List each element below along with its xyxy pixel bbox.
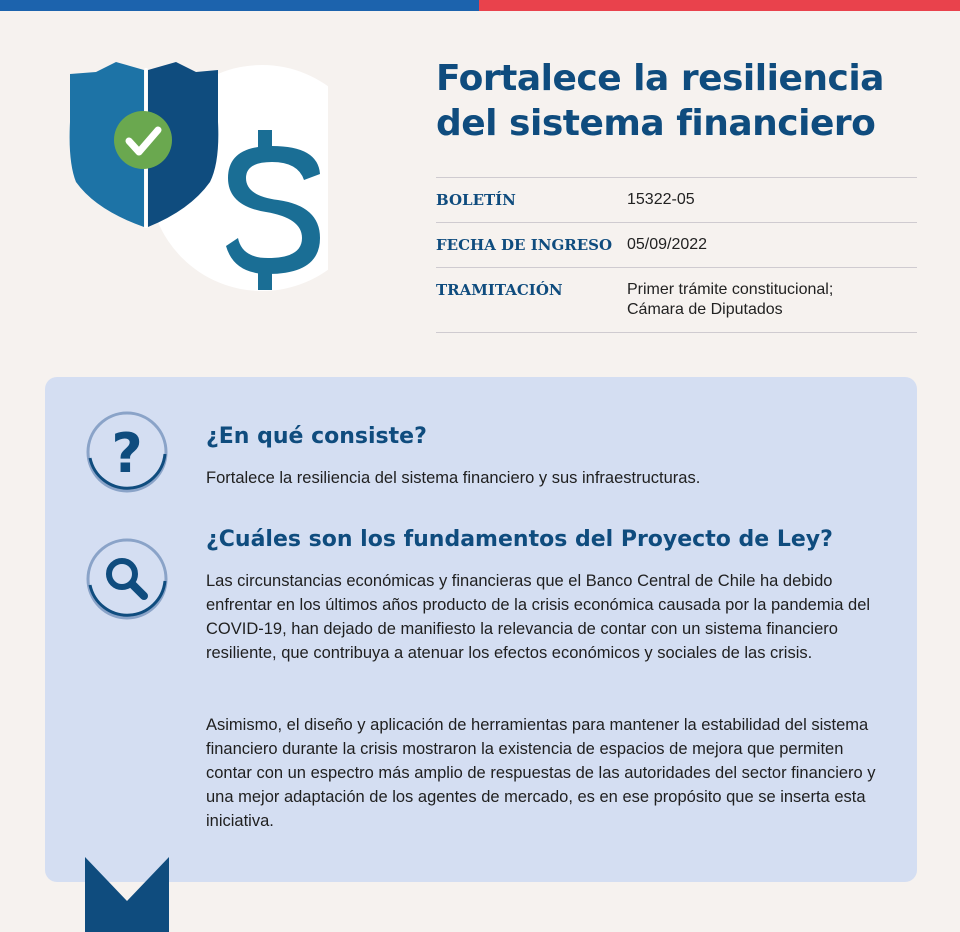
bookmark-ribbon-icon	[85, 857, 169, 932]
info-label: FECHA DE INGRESO	[436, 236, 613, 254]
info-value-line: 05/09/2022	[627, 236, 708, 253]
top-bar-blue	[0, 0, 479, 11]
section-paragraph-1: Las circunstancias económicas y financieras que el Banco Central de Chile ha debido enfrentar en los últimos años producto de la crisis económica causada por la pandemia del COVID-19, han dejado de manifiesto la relevancia de contar con un sistema financiero resiliente, que contribuya a atenuar los efectos económicos y sociales de las crisis.	[206, 572, 871, 662]
info-row-boletin	[436, 177, 917, 222]
top-color-bar	[0, 0, 960, 11]
info-row-fecha	[436, 222, 917, 267]
info-label: BOLETÍN	[436, 191, 516, 209]
page-title	[436, 56, 936, 146]
section-paragraph-2: Asimismo, el diseño y aplicación de herramientas para mantener la estabilidad del sistema financiero durante la crisis mostraron la existencia de espacios de mejora que permiten contar con un espectro más amplio de respuestas de las autoridades del sector financiero y una mejor adaptación de los agentes de mercado, es en ese propósito que se inserta esta iniciativa.	[206, 716, 876, 830]
section-title-what: ¿En qué consiste?	[206, 424, 427, 449]
info-label: TRAMITACIÓN	[436, 281, 563, 299]
shield-dollar-illustration	[66, 62, 328, 294]
info-value-line: Primer trámite constitucional;	[627, 281, 834, 298]
title-line-1: Fortalece la resiliencia	[436, 58, 884, 99]
svg-text:?: ?	[111, 422, 143, 485]
info-value	[627, 235, 917, 255]
search-icon	[85, 537, 169, 621]
info-value-line: Cámara de Diputados	[627, 301, 783, 318]
question-icon	[85, 410, 169, 494]
section-body-what: Fortalece la resiliencia del sistema financiero y sus infraestructuras.	[206, 469, 701, 487]
title-line-2: del sistema financiero	[436, 103, 876, 144]
info-row-tramitacion	[436, 267, 917, 333]
top-bar-red	[479, 0, 960, 11]
info-table	[436, 177, 917, 333]
info-value	[627, 280, 917, 320]
info-value-line: 15322-05	[627, 191, 695, 208]
info-value	[627, 190, 917, 210]
section-title-fundamentals: ¿Cuáles son los fundamentos del Proyecto de Ley?	[206, 527, 833, 552]
